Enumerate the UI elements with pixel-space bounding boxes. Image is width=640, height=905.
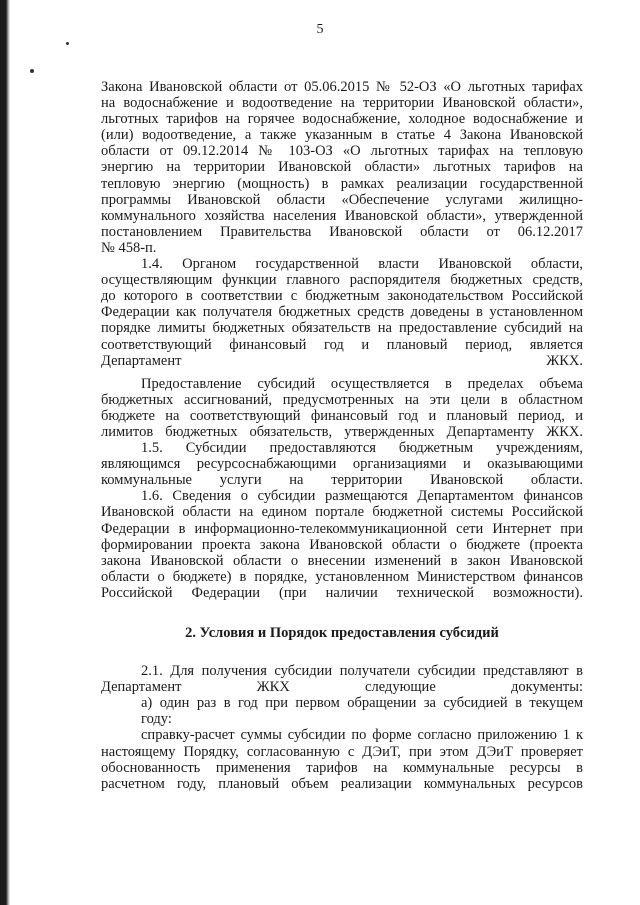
text-line: 1.5. Субсидии предоставляются бюджетным учреждениям, bbox=[141, 440, 583, 457]
text-line: области от 09.12.2014 № 103-ОЗ «О льготных тарифах на тепловую bbox=[101, 143, 583, 160]
text-line: № 458-п. bbox=[101, 239, 157, 256]
text-line: области о бюджете) в порядке, установленном Министерством финансов bbox=[101, 568, 583, 585]
text-line: Предоставление субсидий осуществляется в пределах объема bbox=[141, 375, 583, 392]
section-heading: 2. Условия и Порядок предоставления субсидий bbox=[185, 625, 499, 641]
text-line: (или) водоотведение, а также указанным в статье 4 Закона Ивановской bbox=[101, 127, 583, 144]
text-line: программы Ивановской области «Обеспечение услугами жилищно- bbox=[101, 191, 583, 208]
paragraph-1-4 bbox=[101, 256, 583, 369]
text-line: коммунальные услуги на территории Ивановской области. bbox=[101, 472, 583, 489]
text-line: соответствующий финансовый год и плановый период, является bbox=[101, 336, 583, 353]
text-line: лимитов бюджетных обязательств, утвержденных Департаменту ЖКХ. bbox=[101, 423, 583, 440]
text-line: 1.6. Сведения о субсидии размещаются Департаментом финансов bbox=[141, 488, 583, 505]
text-line: Закона Ивановской области от 05.06.2015 № 52-ОЗ «О льготных тарифах bbox=[101, 79, 583, 95]
text-line: Ивановской области на едином портале бюджетной системы Российской bbox=[101, 504, 583, 521]
text-line: до которого в соответствии с бюджетным законодательством Российской bbox=[101, 288, 583, 305]
text-line: Российской Федерации (при наличии технической возможности). bbox=[101, 584, 583, 601]
paragraph-2-1 bbox=[101, 663, 583, 695]
text-line: осуществляющим функции главного распорядителя бюджетных средств, bbox=[101, 272, 583, 289]
text-line: 2.1. Для получения субсидии получатели субсидии представляют в bbox=[141, 663, 583, 680]
paragraph-1-5 bbox=[101, 440, 583, 488]
text-line: тепловую энергию (мощность) в рамках реализации государственной bbox=[101, 175, 583, 192]
text-line: льготных тарифов на горячее водоснабжение, холодное водоснабжение и bbox=[101, 111, 583, 128]
text-line: а) один раз в год при первом обращении за субсидией в текущем bbox=[141, 695, 583, 712]
text-line: обоснованность применения тарифов на коммунальные ресурсы в bbox=[101, 759, 583, 776]
scan-speck bbox=[30, 69, 34, 73]
scan-speck bbox=[66, 42, 69, 45]
text-line: бюджете на соответствующий финансовый год и плановый период, и bbox=[101, 407, 583, 424]
paragraph-subsidy-limits bbox=[101, 376, 583, 440]
text-line: году: bbox=[141, 711, 172, 728]
document-body bbox=[101, 79, 583, 792]
page-number: 5 bbox=[316, 22, 324, 37]
text-line: закона Ивановской области о внесении изменений в закон Ивановской bbox=[101, 552, 583, 569]
text-line: Департамент ЖКХ. bbox=[101, 352, 583, 369]
paragraph-law-reference bbox=[101, 79, 583, 256]
text-line: Федерации как получателя бюджетных средств доведены в установленном bbox=[101, 304, 583, 321]
text-line: формировании проекта закона Ивановской области о бюджете (проекта bbox=[101, 536, 583, 553]
text-line: являющимся ресурсоснабжающими организациями и оказывающими bbox=[101, 456, 583, 473]
text-line: постановлением Правительства Ивановской области от 06.12.2017 bbox=[101, 223, 583, 240]
text-line: Федерации в информационно-телекоммуникационной сети Интернет при bbox=[101, 520, 583, 537]
text-line: порядке лимиты бюджетных обязательств на предоставление субсидий на bbox=[101, 320, 583, 337]
text-line: Департамент ЖКХ следующие документы: bbox=[101, 679, 583, 696]
text-line: расчетном году, плановый объем реализации коммунальных ресурсов bbox=[101, 775, 583, 792]
text-line: бюджетных ассигнований, предусмотренных на эти цели в областном bbox=[101, 391, 583, 408]
text-line: коммунального хозяйства населения Ивановской области», утвержденной bbox=[101, 207, 583, 224]
text-line: 1.4. Органом государственной власти Ивановской области, bbox=[141, 256, 583, 273]
text-line: энергию на территории Ивановской области» льготных тарифов на bbox=[101, 159, 583, 176]
paragraph-1-6 bbox=[101, 488, 583, 601]
scan-edge bbox=[0, 0, 10, 905]
paragraph-calculation-certificate bbox=[101, 727, 583, 791]
text-line: на водоснабжение и водоотведение на территории Ивановской области», bbox=[101, 95, 583, 112]
text-line: справку-расчет суммы субсидии по форме согласно приложению 1 к bbox=[141, 727, 583, 744]
text-line: настоящему Порядку, согласованную с ДЭиТ, при этом ДЭиТ проверяет bbox=[101, 743, 583, 760]
paragraph-item-a bbox=[101, 695, 583, 727]
